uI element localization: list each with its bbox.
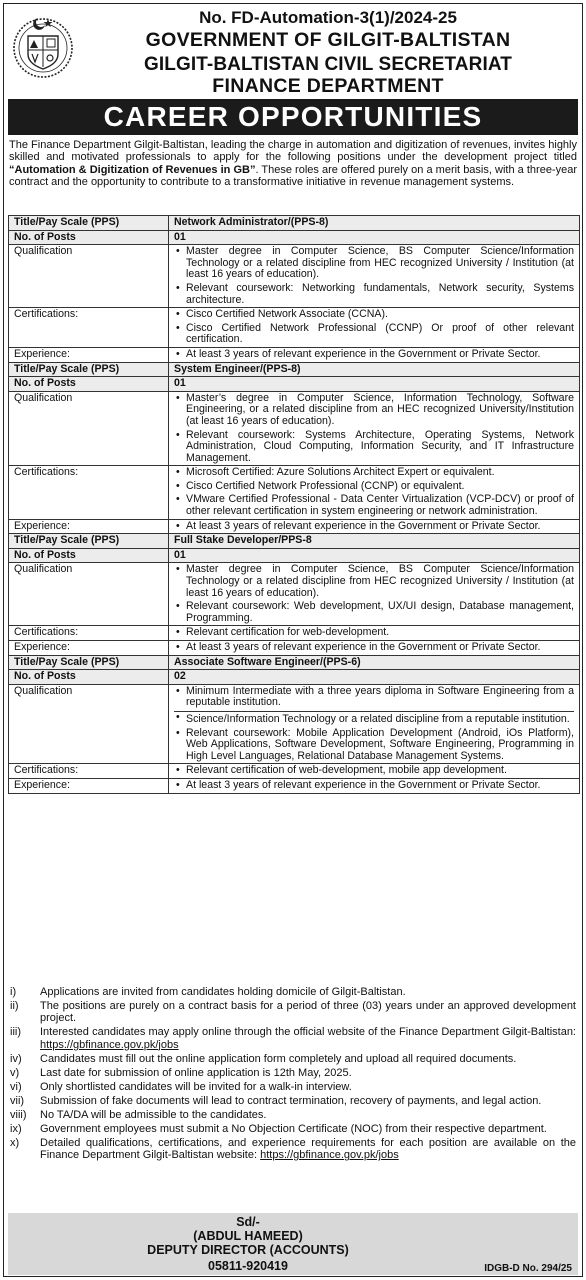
instruction-text: Detailed qualifications, certifications, and experience requirements for each position are available on the Finance Department Gilgit-Baltistan website: bbox=[40, 1136, 576, 1162]
instruction-number: vi) bbox=[10, 1080, 22, 1093]
ad-reference-number: IDGB-D No. 294/25 bbox=[484, 1263, 572, 1274]
instruction-item bbox=[10, 1053, 576, 1065]
job-certifications-cell bbox=[169, 466, 580, 519]
certifications-item: • Cisco Certified Network Associate (CCNA). bbox=[174, 309, 574, 321]
experience-list bbox=[174, 521, 574, 533]
row-label: Certifications: bbox=[9, 308, 169, 348]
job-posts-count: 01 bbox=[169, 377, 580, 392]
qualification-list bbox=[174, 246, 574, 306]
job-title: Associate Software Engineer/(PPS-6) bbox=[169, 655, 580, 670]
job-qualification-cell bbox=[169, 684, 580, 764]
job-qualification-row bbox=[9, 245, 580, 308]
instruction-item bbox=[10, 1095, 576, 1107]
instruction-item bbox=[10, 1137, 576, 1162]
row-label: No. of Posts bbox=[9, 377, 169, 392]
instruction-item bbox=[10, 1123, 576, 1135]
job-title-row bbox=[9, 534, 580, 549]
instruction-number: ix) bbox=[10, 1122, 22, 1135]
experience-item: • At least 3 years of relevant experience in the Government or Private Sector. bbox=[174, 642, 574, 654]
certifications-list bbox=[174, 309, 574, 346]
instruction-number: iii) bbox=[10, 1026, 21, 1039]
instruction-text: Government employees must submit a No Objection Certificate (NOC) from their respective department. bbox=[40, 1122, 547, 1135]
job-qualification-row bbox=[9, 563, 580, 626]
instruction-text: Last date for submission of online application is 12th May, 2025. bbox=[40, 1066, 352, 1079]
job-experience-cell bbox=[169, 641, 580, 656]
certifications-list bbox=[174, 765, 574, 777]
job-experience-row bbox=[9, 519, 580, 534]
job-certifications-row bbox=[9, 308, 580, 348]
experience-list bbox=[174, 642, 574, 654]
job-qualification-cell bbox=[169, 563, 580, 626]
experience-list bbox=[174, 349, 574, 361]
government-title: GOVERNMENT OF GILGIT-BALTISTAN bbox=[145, 29, 511, 51]
signature-block bbox=[8, 1213, 578, 1275]
certifications-item: • Microsoft Certified: Azure Solutions Architect Expert or equivalent. bbox=[174, 467, 574, 479]
row-label: No. of Posts bbox=[9, 230, 169, 245]
instruction-item bbox=[10, 1000, 576, 1025]
instruction-item bbox=[10, 1081, 576, 1093]
qualification-item: • Relevant coursework: Mobile Application Development (Android, iOs Platform), Web Applications, Software Development, Software Engineering, Programming in High Level Languages, Relational Database Management Systems. bbox=[174, 728, 574, 763]
qualification-item: • Master degree in Computer Science, BS Computer Science/Information Technology or a related discipline from HEC recognized University / Institution (at least 16 years of education). bbox=[174, 564, 574, 599]
job-experience-row bbox=[9, 778, 580, 793]
job-experience-row bbox=[9, 641, 580, 656]
instruction-item bbox=[10, 1109, 576, 1121]
job-qualification-cell bbox=[169, 245, 580, 308]
instruction-text: No TA/DA will be admissible to the candidates. bbox=[40, 1108, 267, 1121]
qualification-item: • Master degree in Computer Science, BS Computer Science/Information Technology or a related discipline from HEC recognized University / Institution (at least 16 years of education). bbox=[174, 246, 574, 281]
instruction-number: viii) bbox=[10, 1108, 27, 1121]
instruction-text: The positions are purely on a contract basis for a period of three (03) years under an approved development project. bbox=[40, 1000, 576, 1025]
certifications-item: • Cisco Certified Network Professional (CCNP) or equivalent. bbox=[174, 481, 574, 493]
department-title: FINANCE DEPARTMENT bbox=[212, 75, 444, 97]
certifications-list bbox=[174, 627, 574, 639]
row-label: Certifications: bbox=[9, 626, 169, 641]
job-certifications-row bbox=[9, 626, 580, 641]
experience-item: • At least 3 years of relevant experience in the Government or Private Sector. bbox=[174, 521, 574, 533]
row-label: Experience: bbox=[9, 519, 169, 534]
jobs-website-link[interactable]: https://gbfinance.gov.pk/jobs bbox=[40, 1038, 179, 1051]
signature-sd: Sd/- bbox=[236, 1215, 260, 1229]
advertisement-page bbox=[3, 3, 583, 1277]
experience-list bbox=[174, 780, 574, 792]
job-title: System Engineer/(PPS-8) bbox=[169, 362, 580, 377]
row-label: Certifications: bbox=[9, 764, 169, 779]
qualification-item: • Science/Information Technology or a related discipline from a reputable institution. bbox=[174, 711, 574, 726]
job-title: Full Stake Developer/PPS-8 bbox=[169, 534, 580, 549]
job-title-row bbox=[9, 655, 580, 670]
instructions-list bbox=[10, 986, 576, 1163]
job-qualification-row bbox=[9, 684, 580, 764]
row-label: Qualification bbox=[9, 563, 169, 626]
row-label: No. of Posts bbox=[9, 670, 169, 685]
instruction-number: x) bbox=[10, 1136, 20, 1149]
row-label: No. of Posts bbox=[9, 548, 169, 563]
certifications-item: • Relevant certification for web-development. bbox=[174, 627, 574, 639]
instruction-text: Applications are invited from candidates holding domicile of Gilgit-Baltistan. bbox=[40, 986, 406, 998]
signatory-name: (ABDUL HAMEED) bbox=[193, 1229, 303, 1243]
job-posts-count: 01 bbox=[169, 548, 580, 563]
government-emblem-icon bbox=[11, 14, 75, 80]
job-certifications-row bbox=[9, 466, 580, 519]
row-label: Title/Pay Scale (PPS) bbox=[9, 534, 169, 549]
qualification-list bbox=[174, 564, 574, 624]
instruction-number: vii) bbox=[10, 1094, 25, 1107]
experience-item: • At least 3 years of relevant experience in the Government or Private Sector. bbox=[174, 349, 574, 361]
instruction-number: ii) bbox=[10, 1000, 19, 1012]
instruction-item bbox=[10, 986, 576, 998]
positions-table bbox=[8, 215, 580, 794]
reference-number: No. FD-Automation-3(1)/2024-25 bbox=[199, 8, 457, 27]
row-label: Title/Pay Scale (PPS) bbox=[9, 362, 169, 377]
row-label: Experience: bbox=[9, 347, 169, 362]
qualification-list bbox=[174, 686, 574, 763]
instruction-text: Candidates must fill out the online application form completely and upload all required documents. bbox=[40, 1052, 517, 1065]
instruction-text: Only shortlisted candidates will be invited for a walk-in interview. bbox=[40, 1080, 352, 1093]
qualification-item: • Minimum Intermediate with a three years diploma in Software Engineering from a reputable institution. bbox=[174, 686, 574, 709]
intro-paragraph bbox=[9, 139, 577, 189]
row-label: Experience: bbox=[9, 641, 169, 656]
instruction-item bbox=[10, 1026, 576, 1051]
qualification-item: • Relevant coursework: Systems Architecture, Operating Systems, Network Administration, Cloud Computing, Information Security, and IT Infrastructure Management. bbox=[174, 430, 574, 465]
instruction-number: iv) bbox=[10, 1052, 22, 1065]
job-certifications-row bbox=[9, 764, 580, 779]
qualification-item: • Master’s degree in Computer Science, Information Technology, Software Engineering, or a related discipline from an HEC recognized University/Institution (at least 16 years of education). bbox=[174, 393, 574, 428]
job-qualification-cell bbox=[169, 391, 580, 466]
header bbox=[4, 4, 582, 98]
secretariat-title: GILGIT-BALTISTAN CIVIL SECRETARIAT bbox=[144, 54, 512, 75]
instruction-number: i) bbox=[10, 986, 17, 998]
row-label: Experience: bbox=[9, 778, 169, 793]
job-title: Network Administrator/(PPS-8) bbox=[169, 216, 580, 231]
project-title: “Automation & Digitization of Revenues in GB” bbox=[9, 163, 256, 176]
certifications-item: • VMware Certified Professional - Data Center Virtualization (VCP-DCV) or proof of other relevant certification in system engineering or network administration. bbox=[174, 494, 574, 517]
row-label: Qualification bbox=[9, 391, 169, 466]
job-certifications-cell bbox=[169, 626, 580, 641]
job-posts-count: 01 bbox=[169, 230, 580, 245]
qualification-list bbox=[174, 393, 574, 465]
intro-text-before: The Finance Department Gilgit-Baltistan, leading the charge in automation and digitization of revenues, invites highly skilled and motivated professionals to apply for the following positions under the development project titled bbox=[9, 139, 577, 164]
experience-item: • At least 3 years of relevant experience in the Government or Private Sector. bbox=[174, 780, 574, 792]
row-label: Title/Pay Scale (PPS) bbox=[9, 216, 169, 231]
row-label: Qualification bbox=[9, 245, 169, 308]
instruction-number: v) bbox=[10, 1066, 20, 1079]
row-label: Qualification bbox=[9, 684, 169, 764]
contact-phone: 05811-920419 bbox=[208, 1259, 288, 1273]
qualification-item: • Relevant coursework: Web development, UX/UI design, Database management, Programming. bbox=[174, 601, 574, 624]
job-posts-count: 02 bbox=[169, 670, 580, 685]
row-label: Certifications: bbox=[9, 466, 169, 519]
job-posts-row bbox=[9, 230, 580, 245]
certifications-item: • Cisco Certified Network Professional (CCNP) Or proof of other relevant certification. bbox=[174, 323, 574, 346]
job-posts-row bbox=[9, 548, 580, 563]
intro-text-after: . These roles are offered purely on a merit basis, with a three-year contract and the opportunity to contribute to a transformative initiative in revenue management systems. bbox=[9, 163, 577, 189]
job-experience-cell bbox=[169, 519, 580, 534]
job-title-row bbox=[9, 362, 580, 377]
certifications-item: • Relevant certification of web-development, mobile app development. bbox=[174, 765, 574, 777]
job-experience-cell bbox=[169, 778, 580, 793]
career-opportunities-banner: CAREER OPPORTUNITIES bbox=[8, 99, 578, 135]
instruction-item bbox=[10, 1067, 576, 1079]
job-posts-row bbox=[9, 670, 580, 685]
instruction-text: Interested candidates may apply online through the official website of the Finance Department Gilgit-Baltistan: bbox=[40, 1026, 576, 1039]
job-certifications-cell bbox=[169, 308, 580, 348]
instruction-text: Submission of fake documents will lead to contract termination, recovery of payments, and legal action. bbox=[40, 1094, 542, 1107]
job-title-row bbox=[9, 216, 580, 231]
signatory-designation: DEPUTY DIRECTOR (ACCOUNTS) bbox=[147, 1243, 349, 1257]
job-posts-row bbox=[9, 377, 580, 392]
row-label: Title/Pay Scale (PPS) bbox=[9, 655, 169, 670]
job-experience-row bbox=[9, 347, 580, 362]
certifications-list bbox=[174, 467, 574, 517]
job-experience-cell bbox=[169, 347, 580, 362]
positions-table-body bbox=[9, 216, 580, 794]
qualification-item: • Relevant coursework: Networking fundamentals, Network security, Systems architecture. bbox=[174, 283, 574, 306]
job-qualification-row bbox=[9, 391, 580, 466]
job-certifications-cell bbox=[169, 764, 580, 779]
jobs-website-link[interactable]: https://gbfinance.gov.pk/jobs bbox=[260, 1149, 399, 1162]
